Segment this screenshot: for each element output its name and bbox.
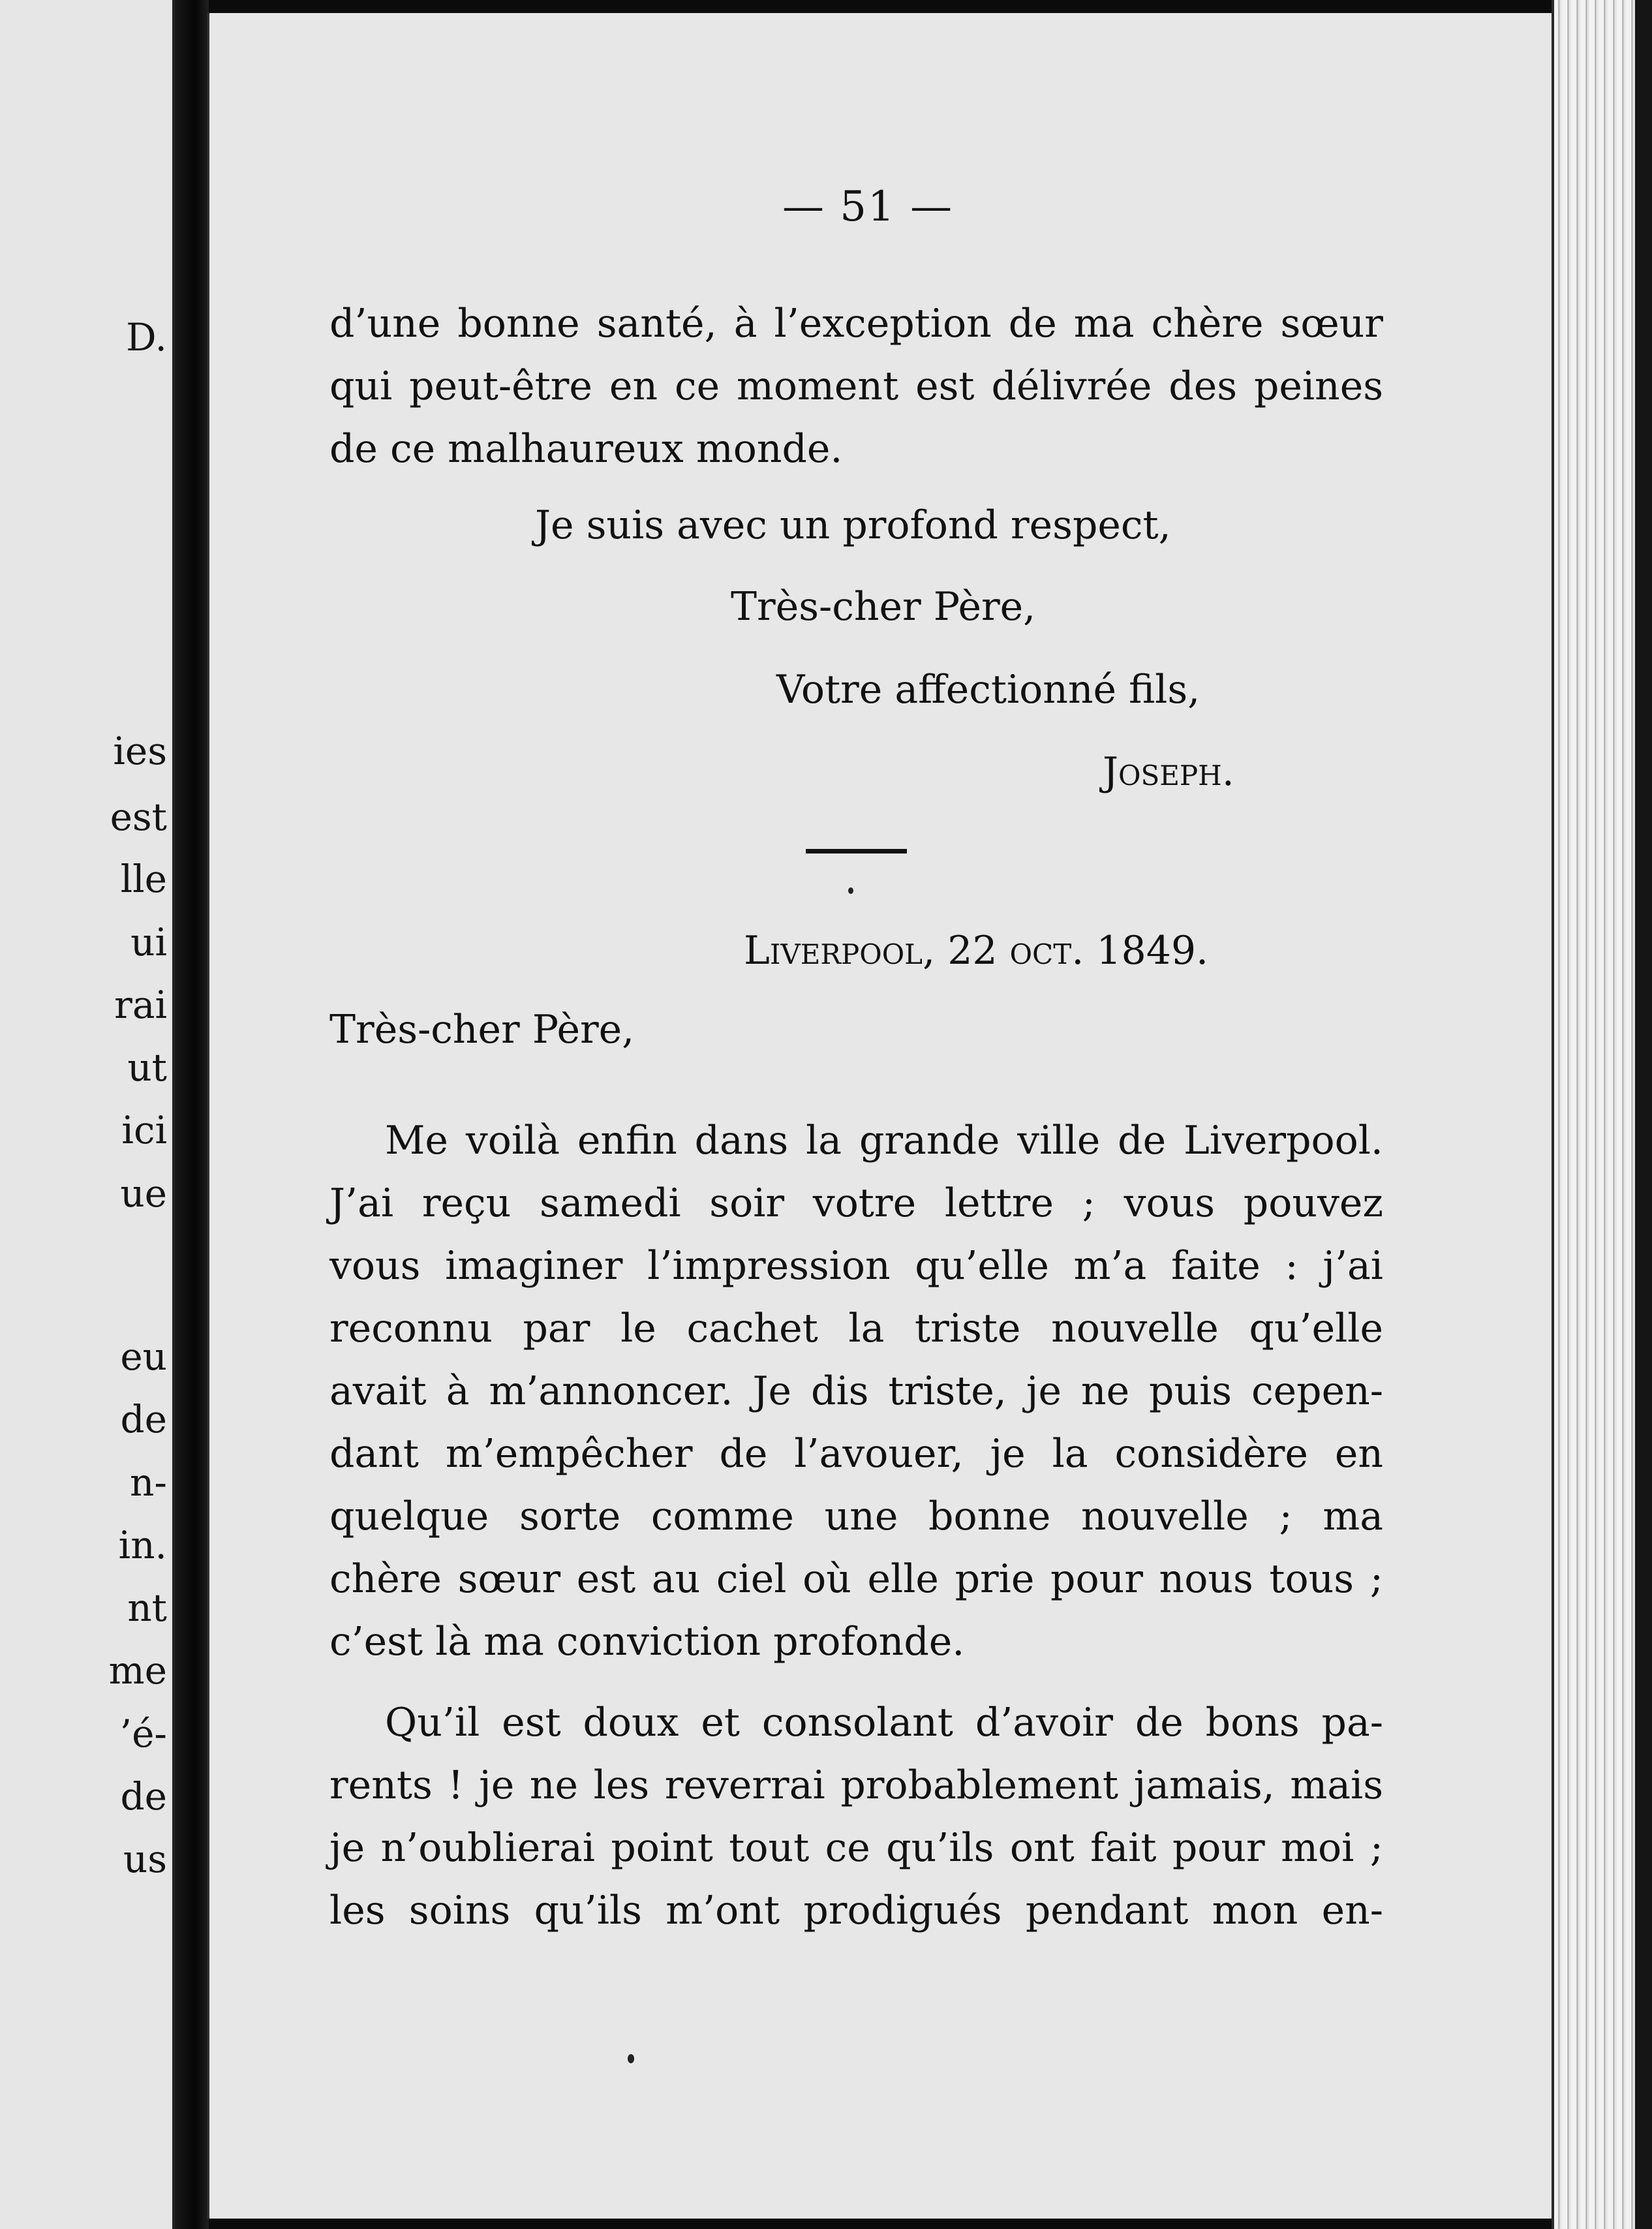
left-fragment: eu [120,1334,167,1379]
text-line: reconnu par le cachet la triste nouvelle qu’elle [329,1306,1383,1351]
text-line: Me voilà enfin dans la grande ville de Liverpool. [385,1118,1383,1163]
left-facing-page [0,0,175,2229]
paragraph-2 [329,1691,1383,1942]
text-line: chère sœur est au ciel où elle prie pour nous tous ; [329,1556,1383,1602]
left-fragment: ue [120,1171,167,1216]
left-fragment: ’é- [119,1712,167,1756]
salutation: Très-cher Père, [329,1007,635,1053]
signature: Joseph. [1103,749,1234,795]
closing-relation: Votre affectionné fils, [776,667,1201,713]
left-fragment: ies [113,729,167,773]
section-divider [806,849,907,853]
left-fragment: lle [120,857,167,901]
text-line: vous imaginer l’impression qu’elle m’a faite : j’ai [329,1243,1383,1289]
text-line: dant m’empêcher de l’avouer, je la considère en [329,1431,1383,1477]
text-line: rents ! je ne les reverrai probablement jamais, mais [329,1762,1383,1808]
page-number: — 51 — [782,183,954,231]
left-fragment: ui [130,920,167,964]
left-fragment: de [120,1397,167,1441]
text-line: je n’oublierai point tout ce qu’ils ont fait pour moi ; [329,1825,1383,1871]
left-fragment: n- [130,1460,167,1505]
left-fragment: nt [127,1586,167,1630]
print-speck [848,887,853,894]
text-line: quelque sorte comme une bonne nouvelle ; ma [329,1494,1383,1539]
book-gutter [175,0,209,2229]
text-line: avait à m’annoncer. Je dis triste, je ne puis cepen- [329,1368,1383,1414]
print-speck [628,2054,634,2063]
left-fragment: rai [114,983,167,1027]
text-line: J’ai reçu samedi soir votre lettre ; vous pouvez [329,1180,1383,1226]
text-line: qui peut-être en ce moment est délivrée des peines [329,363,1383,409]
text-line: d’une bonne santé, à l’exception de ma chère sœur [329,301,1383,346]
left-fragment: in. [118,1523,167,1567]
left-fragment: ut [127,1045,167,1090]
text-line: Qu’il est doux et consolant d’avoir de bons pa- [385,1700,1383,1745]
left-fragment: us [123,1837,167,1881]
paragraph-1 [329,1109,1383,1673]
left-fragment: ici [121,1108,167,1152]
left-fragment: est [110,795,167,839]
text-line: c’est là ma conviction profonde. [329,1619,965,1665]
book-cover-edge [1635,0,1652,2229]
text-line: de ce malhaureux monde. [329,426,843,472]
left-fragment: de [120,1774,167,1819]
text-line: les soins qu’ils m’ont prodigués pendant mon en- [329,1888,1383,1933]
dateline: Liverpool, 22 oct. 1849. [744,928,1209,974]
left-fragment: D. [126,315,167,360]
opening-lines [329,292,1383,480]
left-fragment: me [108,1648,167,1693]
closing-address: Très-cher Père, [731,584,1036,630]
closing-formula: Je suis avec un profond respect, [535,502,1171,548]
page-edges [1552,0,1652,2229]
